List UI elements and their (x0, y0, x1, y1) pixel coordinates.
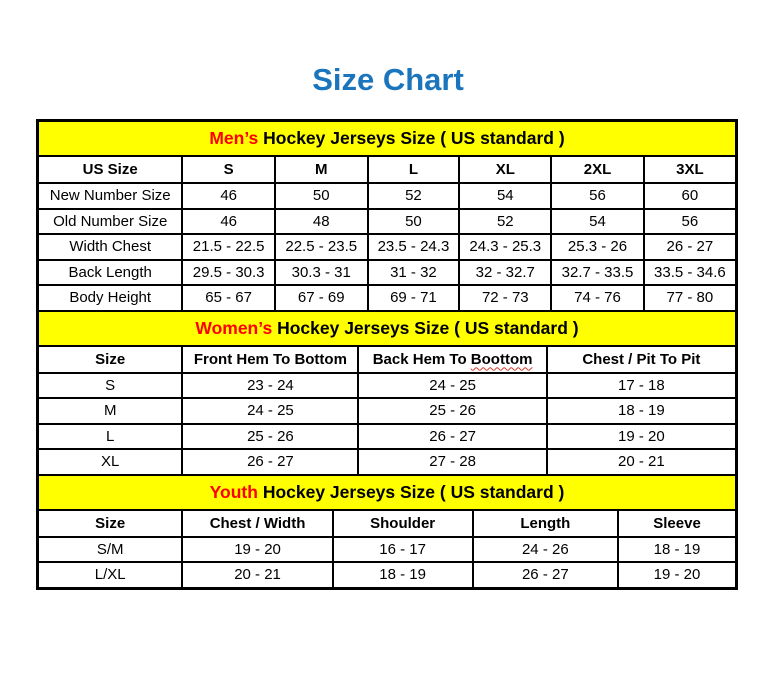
size-chart-tables (36, 119, 738, 590)
size-value-cell: 32 - 32.7 (459, 260, 551, 286)
table-row (39, 537, 735, 563)
row-label: M (39, 398, 182, 424)
size-value-cell: 24.3 - 25.3 (459, 234, 551, 260)
size-value-cell: 16 - 17 (333, 537, 473, 563)
size-value-cell: 30.3 - 31 (275, 260, 368, 286)
youth-section-title (39, 476, 735, 510)
size-value-cell: 48 (275, 209, 368, 235)
column-header: Size (39, 346, 182, 373)
womens-header-row (39, 346, 735, 373)
mens-header-row (39, 156, 735, 183)
table-row (39, 449, 735, 475)
youth-title-rest: Hockey Jerseys Size ( US standard ) (262, 481, 565, 502)
size-value-cell: 56 (551, 183, 644, 209)
size-value-cell: 54 (551, 209, 644, 235)
size-value-cell: 54 (459, 183, 551, 209)
size-value-cell: 50 (368, 209, 460, 235)
table-row (39, 260, 735, 286)
size-value-cell: 19 - 20 (547, 424, 735, 450)
row-label: Old Number Size (39, 209, 182, 235)
size-value-cell: 22.5 - 23.5 (275, 234, 368, 260)
size-value-cell: 20 - 21 (182, 562, 332, 587)
size-value-cell: 33.5 - 34.6 (644, 260, 735, 286)
size-value-cell: 23 - 24 (182, 373, 358, 399)
table-row (39, 285, 735, 311)
womens-size-table (39, 312, 735, 476)
size-value-cell: 52 (368, 183, 460, 209)
size-value-cell: 25 - 26 (358, 398, 546, 424)
size-value-cell: 25.3 - 26 (551, 234, 644, 260)
table-row (39, 234, 735, 260)
size-value-cell: 26 - 27 (473, 562, 618, 587)
table-row (39, 424, 735, 450)
size-value-cell: 18 - 19 (618, 537, 735, 563)
table-row (39, 398, 735, 424)
column-header: 2XL (551, 156, 644, 183)
size-value-cell: 52 (459, 209, 551, 235)
size-value-cell: 31 - 32 (368, 260, 460, 286)
table-row (39, 562, 735, 587)
column-header: Size (39, 510, 182, 537)
mens-section-title (39, 122, 735, 156)
size-value-cell: 67 - 69 (275, 285, 368, 311)
row-label: L/XL (39, 562, 182, 587)
size-value-cell: 21.5 - 22.5 (182, 234, 275, 260)
back-hem-prefix: Back Hem To (372, 350, 467, 368)
mens-title-highlight: Men’s (209, 128, 259, 148)
size-value-cell: 17 - 18 (547, 373, 735, 399)
mens-size-table (39, 122, 735, 312)
size-value-cell: 26 - 27 (182, 449, 358, 475)
size-value-cell: 27 - 28 (358, 449, 546, 475)
size-value-cell: 56 (644, 209, 735, 235)
mens-title-rest: Hockey Jerseys Size ( US standard ) (263, 128, 565, 148)
womens-section-title (39, 312, 735, 346)
column-header: M (275, 156, 368, 183)
size-value-cell: 32.7 - 33.5 (551, 260, 644, 286)
column-header: Chest / Pit To Pit (547, 346, 735, 373)
row-label: New Number Size (39, 183, 182, 209)
size-value-cell: 20 - 21 (547, 449, 735, 475)
size-value-cell: 46 (182, 209, 275, 235)
row-label: Body Height (39, 285, 182, 311)
size-value-cell: 50 (275, 183, 368, 209)
table-row (39, 209, 735, 235)
size-value-cell: 74 - 76 (551, 285, 644, 311)
size-value-cell: 19 - 20 (182, 537, 332, 563)
mens-section-header (39, 122, 735, 156)
size-value-cell: 25 - 26 (182, 424, 358, 450)
size-value-cell: 18 - 19 (547, 398, 735, 424)
size-value-cell: 23.5 - 24.3 (368, 234, 460, 260)
youth-header-row (39, 510, 735, 537)
row-label: Width Chest (39, 234, 182, 260)
row-label: S (39, 373, 182, 399)
column-header: XL (459, 156, 551, 183)
row-label: S/M (39, 537, 182, 563)
size-value-cell: 46 (182, 183, 275, 209)
column-header (358, 346, 546, 373)
youth-section-header (39, 476, 735, 510)
size-value-cell: 77 - 80 (644, 285, 735, 311)
size-value-cell: 65 - 67 (182, 285, 275, 311)
size-value-cell: 26 - 27 (358, 424, 546, 450)
column-header: Front Hem To Bottom (182, 346, 358, 373)
womens-title-highlight: Women’s (195, 317, 273, 338)
size-value-cell: 19 - 20 (618, 562, 735, 587)
column-header: L (368, 156, 460, 183)
size-value-cell: 24 - 25 (182, 398, 358, 424)
column-header: Sleeve (618, 510, 735, 537)
size-value-cell: 72 - 73 (459, 285, 551, 311)
size-value-cell: 69 - 71 (368, 285, 460, 311)
size-value-cell: 29.5 - 30.3 (182, 260, 275, 286)
size-value-cell: 24 - 25 (358, 373, 546, 399)
table-row (39, 373, 735, 399)
column-header: Chest / Width (182, 510, 332, 537)
table-row (39, 183, 735, 209)
size-value-cell: 26 - 27 (644, 234, 735, 260)
womens-section-header (39, 312, 735, 346)
row-label: XL (39, 449, 182, 475)
column-header: S (182, 156, 275, 183)
column-header: Length (473, 510, 618, 537)
page-title: Size Chart (312, 62, 464, 97)
column-header: 3XL (644, 156, 735, 183)
youth-title-highlight: Youth (209, 481, 258, 502)
column-header: US Size (39, 156, 182, 183)
size-value-cell: 18 - 19 (333, 562, 473, 587)
row-label: Back Length (39, 260, 182, 286)
column-header: Shoulder (333, 510, 473, 537)
size-value-cell: 24 - 26 (473, 537, 618, 563)
youth-size-table (39, 476, 735, 587)
womens-title-rest: Hockey Jerseys Size ( US standard ) (277, 317, 579, 338)
back-hem-misspelled-word: Boottom (470, 350, 533, 368)
size-value-cell: 60 (644, 183, 735, 209)
row-label: L (39, 424, 182, 450)
